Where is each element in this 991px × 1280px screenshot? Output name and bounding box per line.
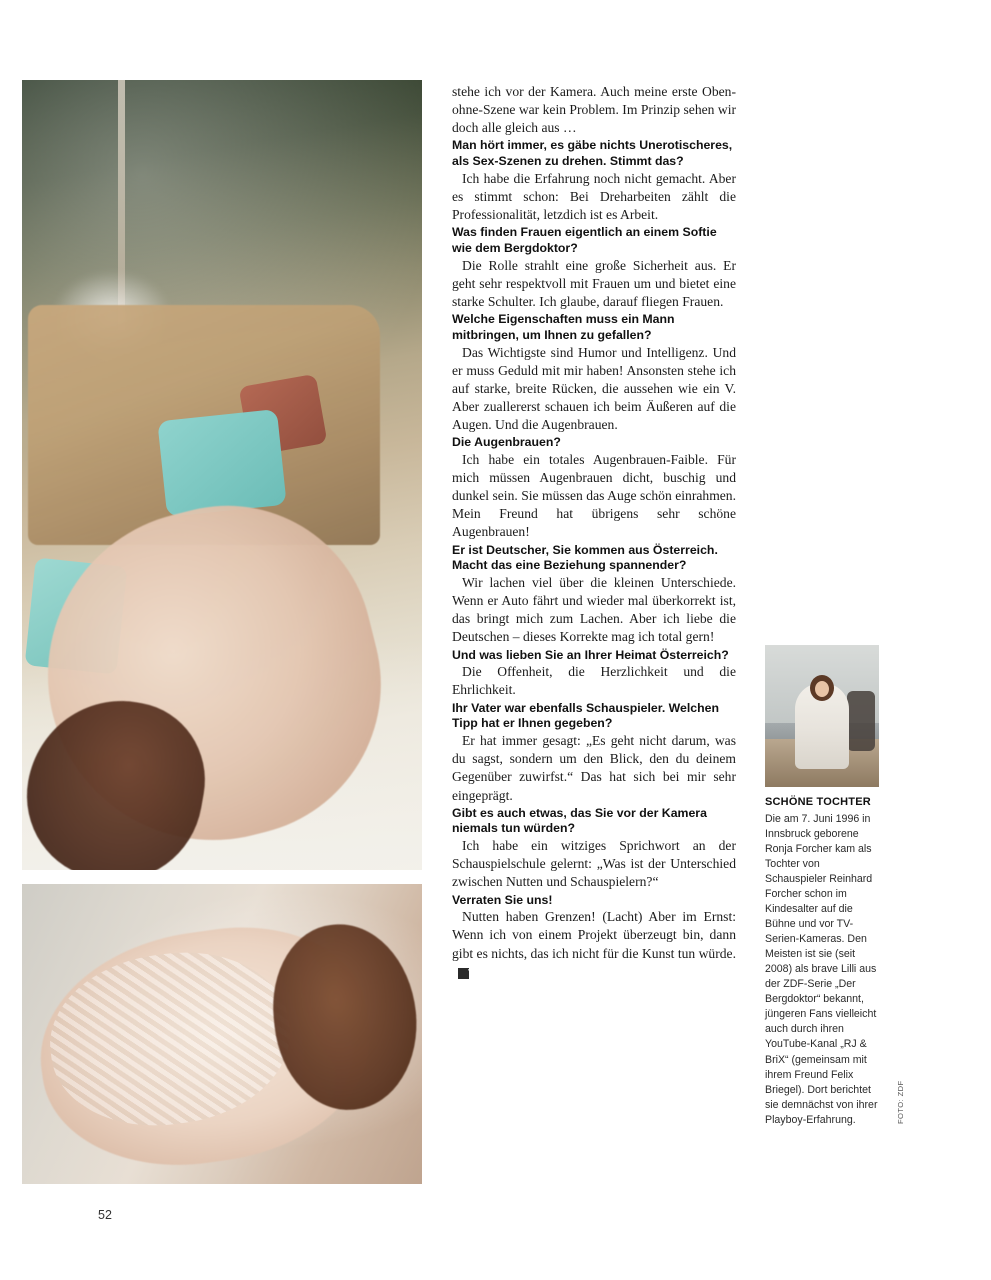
- photo-credit: FOTO: ZDF: [896, 1080, 905, 1124]
- article-question: Was finden Frauen eigentlich an einem Softie wie dem Bergdoktor?: [452, 225, 717, 256]
- sidebar-title: SCHÖNE TOCHTER: [765, 796, 871, 808]
- article-question: Die Augenbrauen?: [452, 435, 561, 450]
- article-question: Und was lieben Sie an Ihrer Heimat Österreich?: [452, 647, 729, 662]
- article-paragraph: Ich habe die Erfahrung noch nicht gemacht. Aber es stimmt schon: Bei Dreharbeiten zählt die Professionalität, letzdich ist es Arbeit.: [452, 170, 736, 223]
- article-end-marker: ▼: [458, 968, 469, 979]
- article-paragraph-text: Nutten haben Grenzen! (Lacht) Aber im Ernst: Wenn ich von einem Projekt überzeugt bin, dann gibt es nichts, das ich nicht für die Kunst tun würde.: [452, 909, 736, 961]
- article-paragraph: Er hat immer gesagt: „Es geht nicht darum, was du sagst, sondern um den Blick, den du deinem Gegenüber zuwirfst.“ Das hat sich bei mir sehr eingeprägt.: [452, 733, 736, 803]
- article-paragraph-last: [452, 908, 736, 980]
- article-question: Gibt es auch etwas, das Sie vor der Kamera niemals tun würden?: [452, 805, 707, 836]
- sidebar-info-box: [765, 645, 879, 1128]
- photo-face-shape: [815, 681, 829, 697]
- article-question: Man hört immer, es gäbe nichts Unerotischeres, als Sex-Szenen zu drehen. Stimmt das?: [452, 138, 733, 169]
- photo-cushion-teal-shape: [157, 409, 286, 517]
- article-question: Verraten Sie uns!: [452, 892, 553, 907]
- article-paragraph: Das Wichtigste sind Humor und Intelligenz. Und er muss Geduld mit mir haben! Ansonsten stehe ich auf starke, breite Rücken, die aussehen wie ein V. Aber zuallererst schauen ich beim Äußeren auf die Augen. Und die Augenbrauen.: [452, 344, 736, 433]
- article-text-column: [452, 83, 736, 981]
- article-question: Welche Eigenschaften muss ein Mann mitbringen, um Ihnen zu gefallen?: [452, 312, 675, 342]
- photo-actress-at-desk-with-phone: [765, 645, 879, 787]
- photo-model-on-sofa-outdoors: [22, 80, 422, 870]
- photo-model-lying-in-lace-dress: [22, 884, 422, 1184]
- article-paragraph: Ich habe ein totales Augenbrauen-Faible. Für mich müssen Augenbrauen dicht, buschig und dunkel sein. Sie müssen das Auge schön einrahmen. Mein Freund hat übrigens sehr schöne Augenbrauen!: [452, 452, 736, 540]
- article-paragraph: Wir lachen viel über die kleinen Unterschiede. Wenn er Auto fährt und wieder mal überkorrekt ist, das bringt mich zum Lachen. Aber ich liebe die Deutschen – dieses Korrekte mag ich total gern!: [452, 575, 736, 645]
- sidebar-body-text: Die am 7. Juni 1996 in Innsbruck geborene Ronja Forcher kam als Tochter von Schauspieler Reinhard Forcher schon im Kindesalter auf die Bühne und vor TV-Serien-Kameras. Den Meisten ist sie (seit 2008) als brave Lilli aus der ZDF-Serie „Der Bergdoktor“ bekannt, jüngeren Fans vielleicht auch durch ihren YouTube-Kanal „RJ & BriX“ (gemeinsam mit ihrem Freund Felix Briegel). Dort berichtet sie demnächst von ihrer Playboy-Erfahrung.: [765, 813, 878, 1126]
- article-paragraph: Die Offenheit, die Herzlichkeit und die Ehrlichkeit.: [452, 664, 736, 698]
- article-question: Ihr Vater war ebenfalls Schauspieler. Welchen Tipp hat er Ihnen gegeben?: [452, 700, 720, 731]
- page-number: 52: [98, 1208, 112, 1222]
- article-paragraph: Ich habe ein witziges Sprichwort an der Schauspielschule gelernt: „Was ist der Unterschied zwischen Nutten und Schauspielern?“: [452, 838, 736, 890]
- article-question: Er ist Deutscher, Sie kommen aus Österreich. Macht das eine Beziehung spannender?: [452, 542, 718, 573]
- article-paragraph: stehe ich vor der Kamera. Auch meine erste Oben-ohne-Szene war kein Problem. Im Prinzip sehen wir doch alle gleich aus …: [452, 84, 736, 136]
- article-paragraph: Die Rolle strahlt eine große Sicherheit aus. Er geht sehr respektvoll mit Frauen um und bietet eine starke Schulter. Ich glaube, darauf fliegen Frauen.: [452, 257, 736, 310]
- photo-chair-shape: [847, 691, 875, 751]
